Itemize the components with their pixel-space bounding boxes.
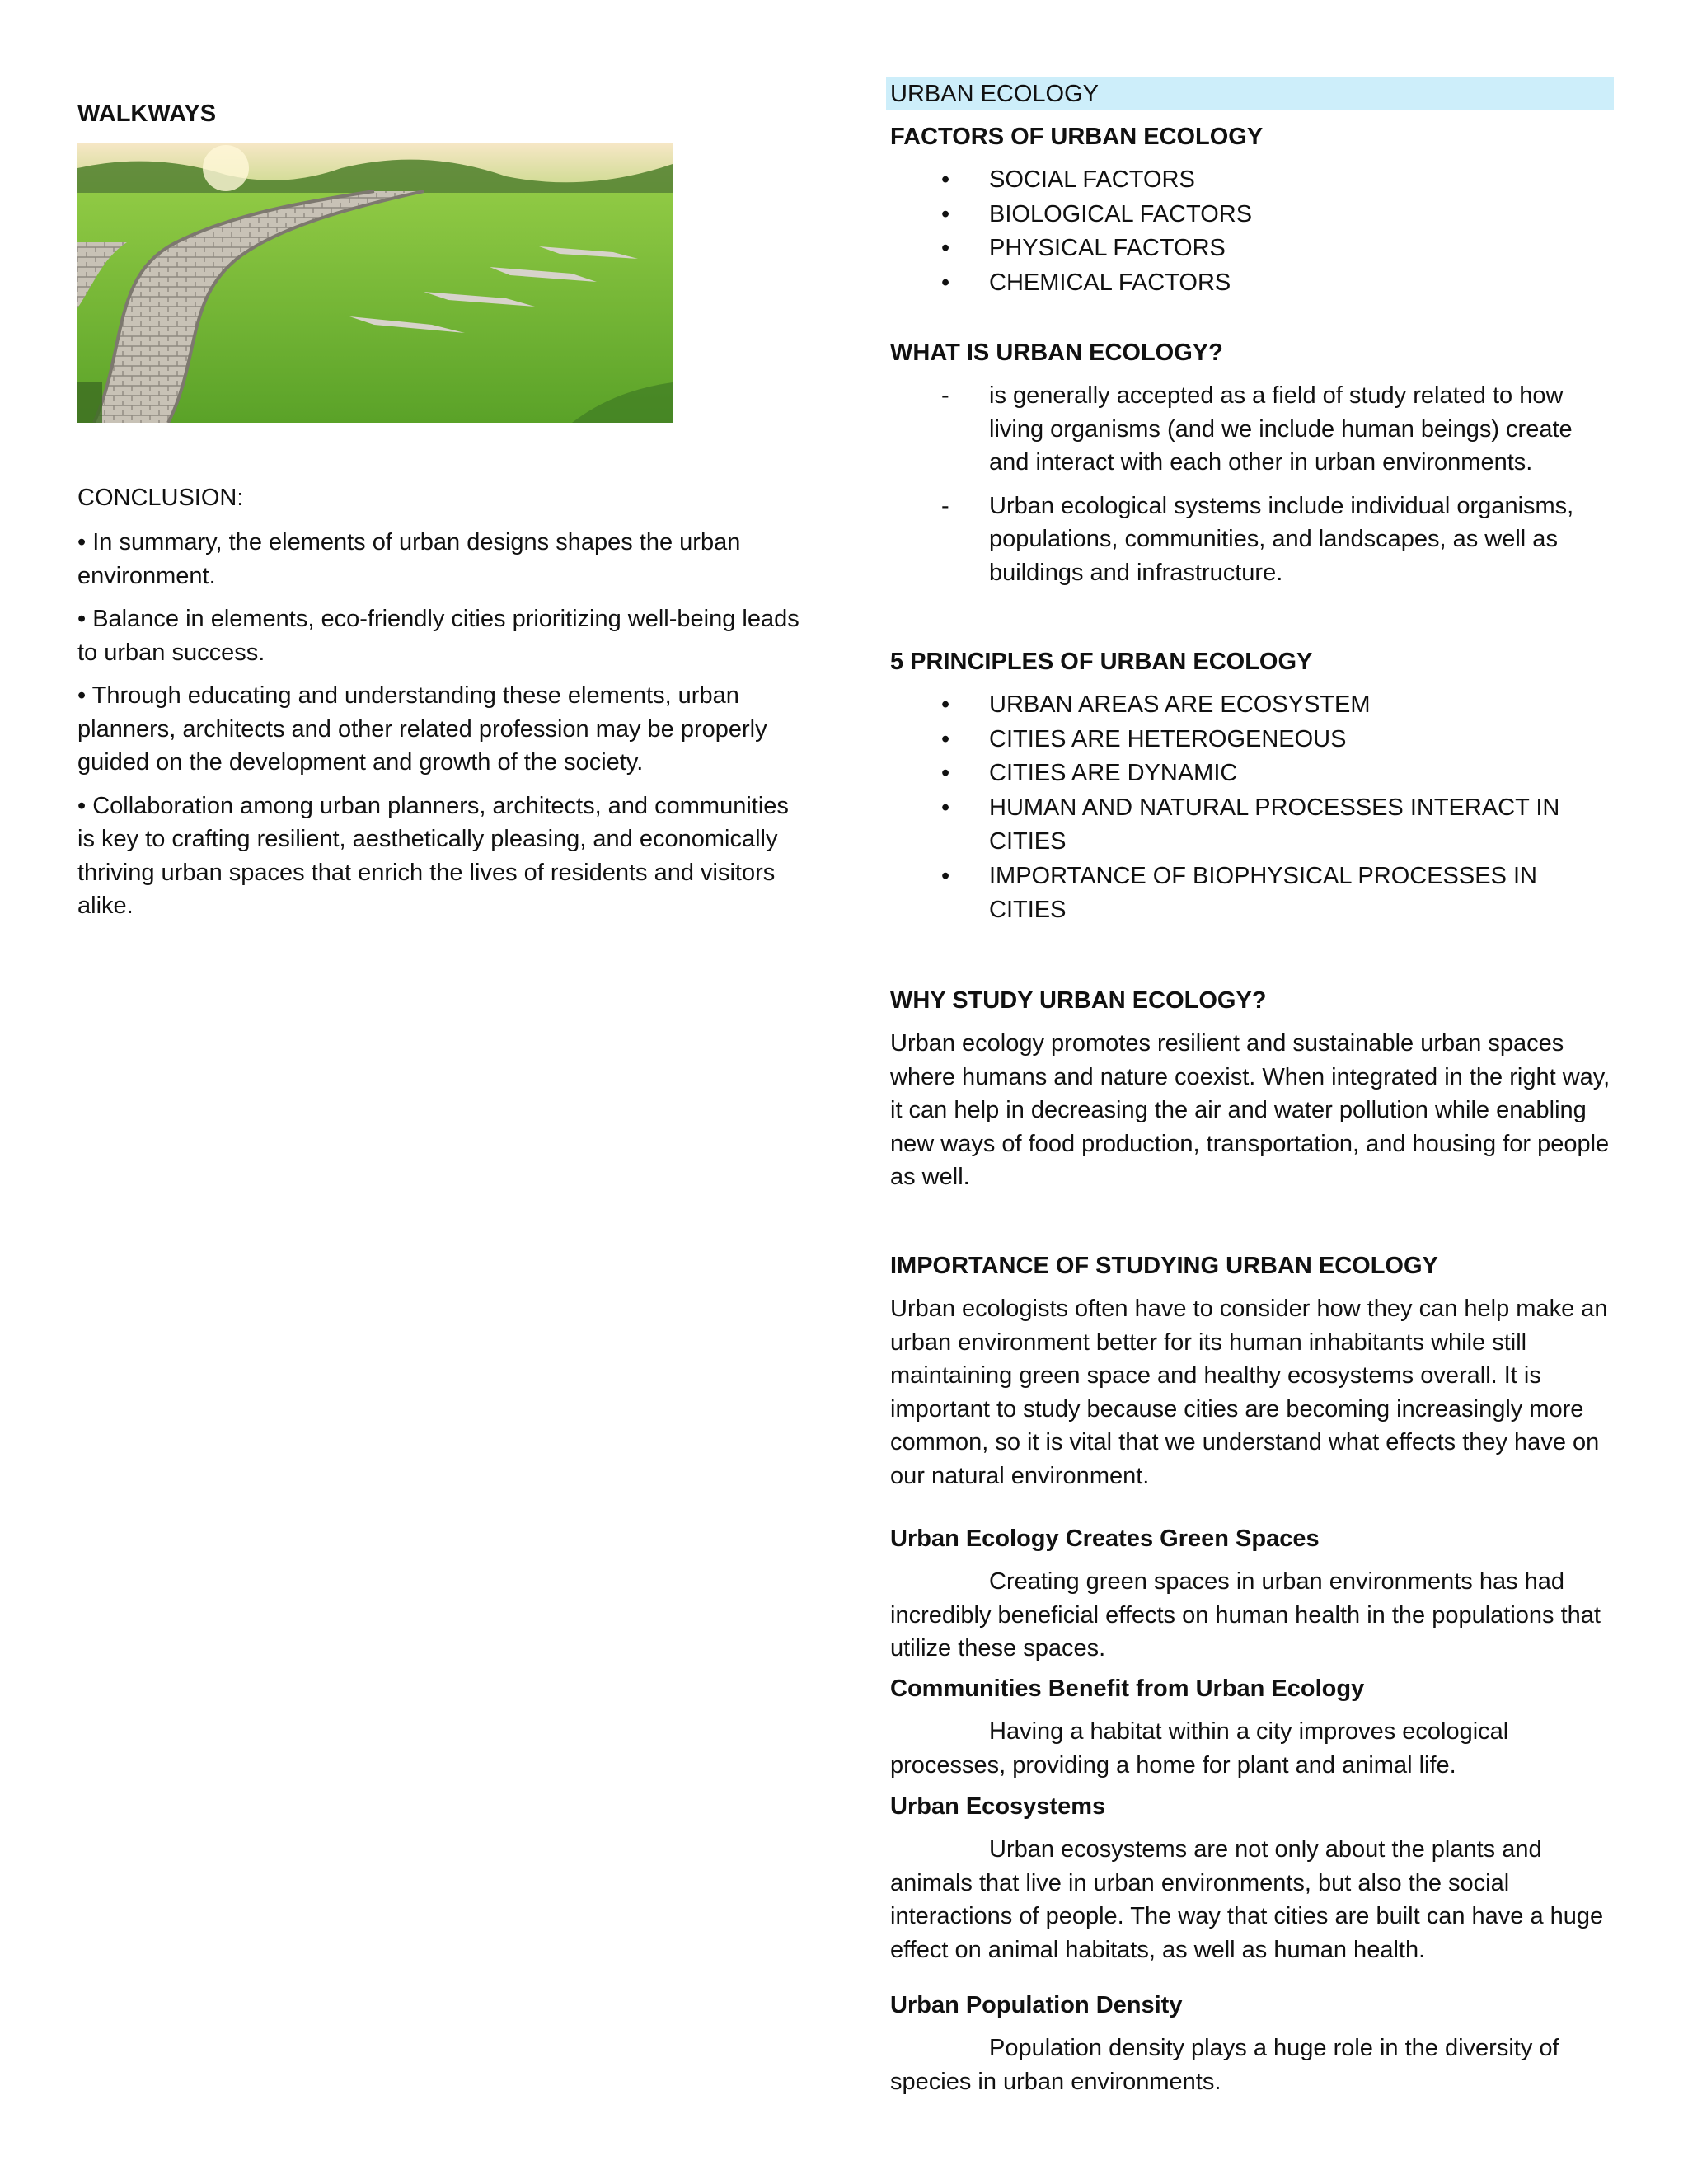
bullet-marker: • — [941, 200, 950, 227]
list-item-text: CITIES ARE HETEROGENEOUS — [989, 725, 1347, 752]
importance-section — [890, 1249, 1615, 1493]
list-item-text: SOCIAL FACTORS — [989, 166, 1195, 193]
walkway-illustration — [77, 143, 673, 423]
list-item-text: CHEMICAL FACTORS — [989, 269, 1231, 296]
what-list — [890, 379, 1615, 589]
density-section — [890, 1989, 1615, 2098]
density-heading: Urban Population Density — [890, 1992, 1183, 2018]
list-item — [890, 860, 1615, 928]
green-paragraph: Creating green spaces in urban environments has had incredibly beneficial effects on human health in the populations that utilize these spaces. — [890, 1568, 1601, 1661]
bullet-marker: • — [941, 725, 950, 752]
list-item-text: CITIES ARE DYNAMIC — [989, 760, 1238, 786]
bullet-marker: • — [941, 269, 950, 296]
conclusion-item: • Balance in elements, eco-friendly cities prioritizing well-being leads to urban success. — [77, 606, 799, 666]
principles-heading: 5 PRINCIPLES OF URBAN ECOLOGY — [890, 649, 1313, 675]
dash-marker: - — [941, 492, 950, 519]
list-item-text: Urban ecological systems include individual organisms, populations, communities, and landscapes, as well as buildings and infrastructure. — [989, 492, 1574, 586]
list-item — [890, 163, 1615, 198]
conclusion-item: • In summary, the elements of urban designs shapes the urban environment. — [77, 529, 741, 589]
bullet-marker: • — [941, 794, 950, 821]
list-item-text: HUMAN AND NATURAL PROCESSES INTERACT IN CITIES — [989, 794, 1560, 855]
list-item-text: is generally accepted as a field of study related to how living organisms (and we include human beings) create and interact with each other in urban environments. — [989, 382, 1573, 476]
factors-heading: FACTORS OF URBAN ECOLOGY — [890, 124, 1264, 150]
importance-heading: IMPORTANCE OF STUDYING URBAN ECOLOGY — [890, 1253, 1438, 1279]
density-paragraph: Population density plays a huge role in the diversity of species in urban environments. — [890, 2035, 1559, 2095]
communities-section — [890, 1672, 1615, 1782]
urban-ecology-banner: URBAN ECOLOGY — [886, 77, 1614, 110]
bullet-marker: • — [941, 235, 950, 261]
list-item-text: IMPORTANCE OF BIOPHYSICAL PROCESSES IN CITIES — [989, 862, 1537, 923]
conclusion-heading: CONCLUSION: — [77, 485, 244, 511]
conclusion-item: • Through educating and understanding these elements, urban planners, architects and other related profession may be properly guided on the development and growth of the society. — [77, 682, 767, 776]
list-item-text: URBAN AREAS ARE ECOSYSTEM — [989, 691, 1371, 718]
factors-section — [890, 120, 1615, 300]
list-item — [890, 198, 1615, 232]
bullet-marker: • — [941, 166, 950, 193]
green-section — [890, 1522, 1615, 1666]
principles-list — [890, 688, 1615, 928]
bullet-marker: • — [941, 760, 950, 786]
list-item — [890, 688, 1615, 723]
conclusion-list — [77, 526, 803, 933]
list-item — [890, 791, 1615, 860]
green-heading: Urban Ecology Creates Green Spaces — [890, 1526, 1320, 1552]
why-paragraph: Urban ecology promotes resilient and sustainable urban spaces where humans and nature coexist. When integrated in the right way, it can help in decreasing the air and water pollution while enabling new ways of food production, transportation, and housing for people as well. — [890, 1030, 1611, 1190]
walkway-photo — [77, 143, 673, 423]
dash-marker: - — [941, 382, 950, 409]
principles-section — [890, 645, 1615, 928]
conclusion-item: • Collaboration among urban planners, architects, and communities is key to crafting resilient, aesthetically pleasing, and economically thriving urban spaces that enrich the lives of residents and visitors alike. — [77, 792, 789, 919]
list-item — [890, 757, 1615, 791]
ecosystems-heading: Urban Ecosystems — [890, 1793, 1106, 1820]
list-item — [890, 232, 1615, 266]
ecosystems-section — [890, 1790, 1615, 1966]
list-item — [890, 723, 1615, 757]
importance-paragraph: Urban ecologists often have to consider how they can help make an urban environment better for its human inhabitants while still maintaining green space and healthy ecosystems overall. It is important to study because cities are becoming increasingly more common, so it is vital that we understand what effects they have on our natural environment. — [890, 1296, 1608, 1489]
communities-heading: Communities Benefit from Urban Ecology — [890, 1675, 1365, 1702]
communities-paragraph: Having a habitat within a city improves ecological processes, providing a home for plant and animal life. — [890, 1718, 1509, 1779]
why-heading: WHY STUDY URBAN ECOLOGY? — [890, 987, 1267, 1014]
what-section — [890, 336, 1615, 599]
list-item-text: PHYSICAL FACTORS — [989, 235, 1226, 261]
list-item-text: BIOLOGICAL FACTORS — [989, 200, 1253, 227]
factors-list — [890, 163, 1615, 300]
walkways-heading: WALKWAYS — [77, 101, 217, 127]
bullet-marker: • — [941, 691, 950, 718]
list-item — [890, 266, 1615, 301]
ecosystems-paragraph: Urban ecosystems are not only about the plants and animals that live in urban environments, but also the social interactions of people. The way that cities are built can have a huge effect on animal habitats, as well as human health. — [890, 1836, 1604, 1963]
list-item — [890, 379, 1615, 480]
list-item — [890, 490, 1615, 590]
bullet-marker: • — [941, 862, 950, 889]
why-section — [890, 984, 1615, 1194]
what-heading: WHAT IS URBAN ECOLOGY? — [890, 340, 1223, 366]
